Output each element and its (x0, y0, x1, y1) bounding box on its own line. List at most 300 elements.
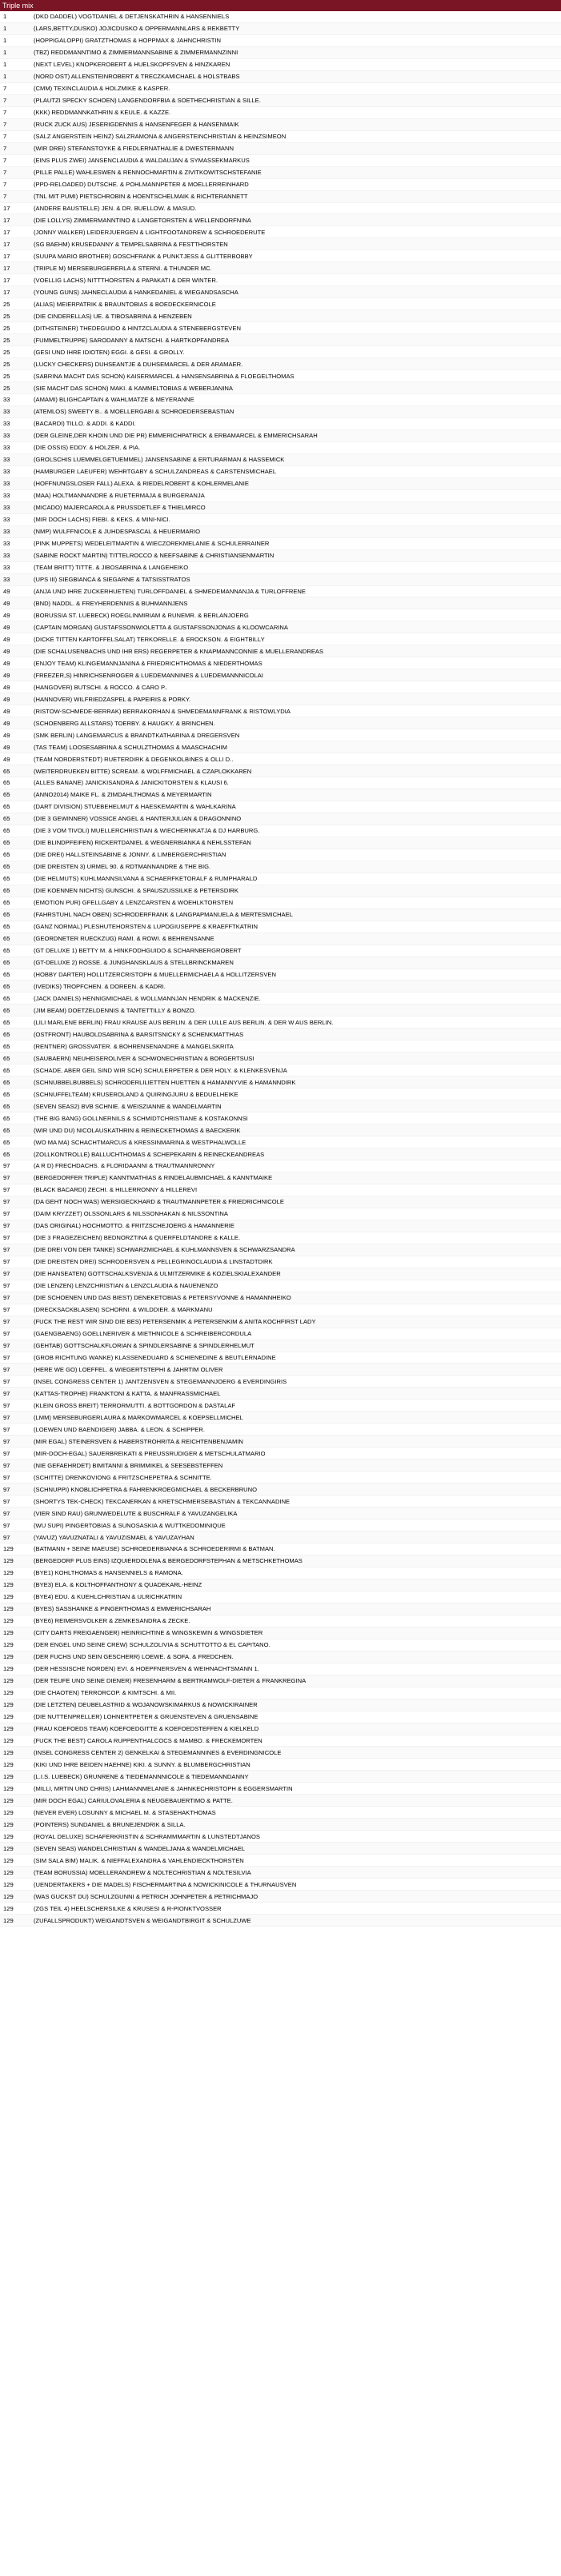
rank-number: 49 (3, 683, 10, 691)
list-item (0, 1735, 561, 1747)
rank-number: 97 (3, 1365, 10, 1373)
rank-number: 97 (3, 1174, 10, 1182)
list-item (0, 741, 561, 753)
list-item (0, 1627, 561, 1639)
team-entry: (BYE4) EDU. & KUEHLCHRISTIAN & ULRICHKATRIN (34, 1593, 182, 1601)
team-entry: (BYE1) KOHLTHOMAS & HANSENNIELS & RAMONA. (34, 1569, 183, 1577)
list-item (0, 286, 561, 298)
team-entry: (MILLI, MRTIN UND CHRIS) LAHMANNMELANIE & JAHNKECHRISTOPH & EGGERSMARTIN (34, 1784, 293, 1792)
rank-number: 129 (3, 1796, 14, 1804)
team-entry: (TEAM NORDERSTEDT) RUETERDIRK & DEGENKOLBINES & OLLI D.. (34, 755, 234, 763)
team-entry: (YAVUZ) YAVUZNATALI & YAVUZISMAEL & YAVUZAYHAN (34, 1533, 194, 1541)
rank-number: 97 (3, 1521, 10, 1529)
list-item (0, 1280, 561, 1292)
rank-number: 65 (3, 791, 10, 799)
team-entry: (NEXT LEVEL) KNOPKEROBERT & HUELSKOPFSVEN & HINZKAREN (34, 61, 230, 69)
rank-number: 129 (3, 1820, 14, 1828)
rank-number: 7 (3, 145, 7, 153)
list-item (0, 1615, 561, 1627)
list-item (0, 933, 561, 945)
list-item (0, 1436, 561, 1448)
team-entry: (MAA) HOLTMANNANDRE & RUETERMAJA & BURGERANJA (34, 492, 205, 500)
team-entry: (JONNY WALKER) LEIDERJUERGEN & LIGHTFOOTANDREW & SCHROEDERUTE (34, 228, 266, 236)
rank-number: 7 (3, 181, 7, 189)
team-entry: (ATEMLOS) SWEETY B.. & MOELLERGABI & SCHROEDERSEBASTIAN (34, 408, 234, 416)
rank-number: 65 (3, 851, 10, 859)
rank-number: 97 (3, 1210, 10, 1218)
list-item (0, 945, 561, 957)
rank-number: 33 (3, 576, 10, 584)
rank-number: 1 (3, 37, 7, 45)
rank-number: 65 (3, 1138, 10, 1146)
rank-number: 7 (3, 193, 7, 201)
team-entry: (GESI UND IHRE IDIOTEN) EGGI. & GESI. & GROLLY. (34, 348, 185, 356)
rank-number: 7 (3, 121, 7, 129)
rank-number: 97 (3, 1294, 10, 1302)
list-item (0, 753, 561, 765)
rank-number: 33 (3, 564, 10, 572)
rank-number: 129 (3, 1892, 14, 1900)
list-item (0, 633, 561, 645)
rank-number: 65 (3, 923, 10, 931)
list-item (0, 1088, 561, 1100)
team-entry: (MIR-DOCH-EGAL) SAUERBREIKATI & PREUSSRUDIGER & METSCHULATMARIO (34, 1449, 266, 1457)
list-item (0, 729, 561, 741)
team-entry: (DER TEUFE UND SEINE DIENER) FRESENHARM & BERTRAMWOLF-DIETER & FRANKREGINA (34, 1677, 307, 1685)
list-item (0, 1855, 561, 1867)
rank-number: 33 (3, 468, 10, 476)
team-entry: (BERGEDORFER TRIPLE) KANNTMATHIAS & RINDELAUBMICHAEL & KANNTMAIKE (34, 1174, 273, 1182)
rank-number: 129 (3, 1713, 14, 1721)
list-item (0, 238, 561, 250)
rank-number: 1 (3, 61, 7, 69)
team-entry: (GANZ NORMAL) PLESHUTEHORSTEN & LUPOGIUSEPPE & KRAEFFTKATRIN (34, 923, 258, 931)
rank-number: 49 (3, 623, 10, 631)
list-item (0, 155, 561, 167)
list-item (0, 777, 561, 789)
list-item (0, 1520, 561, 1532)
team-entry: (CITY DARTS FREIGAENGER) HEINRICHTINE & WINGSKEWIN & WINGSDIETER (34, 1629, 263, 1637)
rank-number: 1 (3, 13, 7, 21)
team-entry: (AMAMI) BLIGHCAPTAIN & WAHLMATZE & MEYERANNE (34, 396, 194, 404)
list-item (0, 1544, 561, 1556)
team-entry: (HANGOVER) BUTSCHI. & ROCCO. & CARO P.. (34, 683, 168, 691)
rank-number: 49 (3, 599, 10, 607)
list-item (0, 262, 561, 274)
team-entry: (DAIM KRYZZET) OLSSONLARS & NILSSONHAKAN & NILSSONTINA (34, 1210, 228, 1218)
list-item (0, 1783, 561, 1795)
rank-number: 17 (3, 252, 10, 260)
list-item (0, 1604, 561, 1615)
rank-number: 97 (3, 1485, 10, 1493)
team-entry: (ZUFALLSPRODUKT) WEIGANDTSVEN & WEIGANDTBIRGIT & SCHULZUWE (34, 1916, 251, 1924)
rank-number: 65 (3, 767, 10, 775)
team-entry: (WU SUPI) PINGERTOBIAS & SUNOSASKIA & WUTTKEDOMINIQUE (34, 1521, 226, 1529)
list-item (0, 1831, 561, 1843)
team-entry: (ROYAL DELUXE) SCHAFERKRISTIN & SCHRAMMMARTIN & LUNSTEDTJANOS (34, 1832, 260, 1840)
team-entry: (EINS PLUS ZWEI) JANSENCLAUDIA & WALDAUJAN & SYMASSEKMARKUS (34, 157, 250, 165)
rank-number: 65 (3, 827, 10, 835)
list-item (0, 1903, 561, 1915)
team-entry: (HOFFNUNGSLOSER FALL) ALEXA. & RIEDELROBERT & KOHLERMELANIE (34, 480, 249, 488)
list-item (0, 657, 561, 669)
rank-number: 17 (3, 216, 10, 224)
rank-number: 7 (3, 169, 7, 177)
rank-number: 129 (3, 1677, 14, 1685)
list-item (0, 873, 561, 885)
rank-number: 65 (3, 1090, 10, 1098)
rank-number: 65 (3, 803, 10, 811)
rank-number: 129 (3, 1856, 14, 1864)
list-item (0, 143, 561, 155)
rank-number: 1 (3, 25, 7, 33)
list-item (0, 322, 561, 334)
team-entry: (DRECKSACKBLASEN) SCHORNI. & WILDDIER. & MARKMANU (34, 1306, 213, 1314)
list-item (0, 1196, 561, 1208)
rank-number: 65 (3, 1114, 10, 1122)
team-entry: (SALZ ANGERSTEIN HEINZ) SALZRAMONA & ANGERSTEINCHRISTIAN & HEINZSIMEON (34, 133, 287, 141)
list-item (0, 35, 561, 47)
list-item (0, 849, 561, 861)
team-entry: (OSTFRONT) HAUBOLDSABRINA & BARSITSNICKY & SCHENKMATTHIAS (34, 1030, 244, 1038)
rank-number: 65 (3, 1126, 10, 1134)
rank-number: 129 (3, 1760, 14, 1768)
rank-number: 49 (3, 647, 10, 655)
team-entry: (DIE LETZTEN) DEUBELASTRID & WOJANOWSKIMARKUS & NOWICKIRAINER (34, 1701, 258, 1709)
list-item (0, 957, 561, 969)
team-entry: (DIE KOENNEN NICHTS) GUNSCHI. & SPAUSZUSSILKE & PETERSDIRK (34, 887, 238, 895)
list-item (0, 1891, 561, 1903)
list-item (0, 1184, 561, 1196)
rank-number: 97 (3, 1330, 10, 1338)
team-entry: (BYE3) ELA. & KOLTHOFFANTHONY & QUADEKARL-HEINZ (34, 1581, 202, 1589)
team-entry: (GT DELUXE 1) BETTY M. & HINKFODHGUIDO & SCHARNBERGROBERT (34, 947, 242, 955)
list-item (0, 1723, 561, 1735)
team-entry: (GT-DELUXE 2) ROSSE. & JUNGHANSKLAUS & STELLBRINCKMAREN (34, 959, 234, 967)
rank-number: 33 (3, 480, 10, 488)
list-item (0, 1040, 561, 1052)
rank-number: 129 (3, 1916, 14, 1924)
team-entry: (IVEDIKS) TROPFCHEN. & DOREEN. & KADRI. (34, 982, 166, 990)
list-item (0, 1448, 561, 1460)
team-entry: (TEAM BRITT) TITTE. & JIBOSABRINA & LANGEHEIKO (34, 564, 189, 572)
list-item (0, 167, 561, 179)
rank-number: 97 (3, 1186, 10, 1194)
team-entry: (VIER SIND RAU) GRUNWEDELUTE & BUSCHRALF & YAVUZANGELIKA (34, 1509, 238, 1517)
team-entry: (WIR UND DU) NICOLAUSKATHRIN & REINECKETHOMAS & BAECKERIK (34, 1126, 241, 1134)
list-item (0, 298, 561, 310)
list-item (0, 334, 561, 346)
list-item (0, 597, 561, 609)
list-item (0, 1232, 561, 1244)
team-entry: (LILI MARLENE BERLIN) FRAU KRAUSE AUS BERLIN. & DER LULLE AUS BERLIN. & DER W AUS BERLIN. (34, 1018, 334, 1026)
list-item (0, 346, 561, 358)
list-item (0, 1807, 561, 1819)
list-item (0, 490, 561, 502)
team-entry: (HANNOVER) WILFRIEDZASPEL & PAPEIRIS & PORKY. (34, 695, 191, 703)
list-item (0, 526, 561, 538)
team-entry: (UENDERTAKERS + DIE MADELS) FISCHERMARTINA & NOWICKINICOLE & THURNAUSVEN (34, 1880, 297, 1888)
team-entry: (SCHNUBBELBUBBELS) SCHRODERLILIETTEN HUETTEN & HAMANNYVIE & HAMANNDIRK (34, 1078, 296, 1086)
list-item (0, 1867, 561, 1879)
rank-number: 97 (3, 1246, 10, 1254)
team-entry: (SCHNUFFELTEAM) KRUSEROLAND & QUIRINGJURU & BEDUELHEIKE (34, 1090, 238, 1098)
rank-number: 97 (3, 1353, 10, 1361)
team-entry: (HOBBY DARTER) HOLLITZERCRISTOPH & MUELLERMICHAELA & HOLLITZERSVEN (34, 970, 276, 978)
rank-number: 33 (3, 408, 10, 416)
list-item (0, 1004, 561, 1016)
team-entry: (CAPTAIN MORGAN) GUSTAFSSONWIOLETTA & GUSTAFSSONJONAS & KLOOWCARINA (34, 623, 288, 631)
rank-number: 7 (3, 133, 7, 141)
list-item (0, 825, 561, 837)
list-item (0, 1675, 561, 1687)
rank-number: 25 (3, 312, 10, 320)
rank-number: 129 (3, 1653, 14, 1661)
list-item (0, 1052, 561, 1064)
rank-number: 65 (3, 815, 10, 823)
team-entry: (BLACK BACARDI) ZECHI. & HILLERRONNY & HILLEREVI (34, 1186, 198, 1194)
list-item (0, 95, 561, 107)
list-item (0, 1256, 561, 1268)
rank-number: 25 (3, 324, 10, 332)
rank-number: 7 (3, 157, 7, 165)
team-entry: (EMOTION PUR) GFELLGABY & LENZCARSTEN & WOEHLKTORSTEN (34, 899, 234, 907)
rank-number: 129 (3, 1748, 14, 1756)
rank-number: 65 (3, 887, 10, 895)
team-entry: (HERE WE GO) LOEFFEL. & WIEGERTSTEPHI & JAHRTIM OLIVER (34, 1365, 223, 1373)
rank-number: 33 (3, 456, 10, 464)
team-entry: (NEVER EVER) LOSUNNY & MICHAEL M. & STASEHAKTHOMAS (34, 1808, 216, 1816)
team-entry: (DIE DREI) HALLSTEINSABINE & JONNY. & LIMBERGERCHRISTIAN (34, 851, 226, 859)
rank-number: 17 (3, 264, 10, 272)
list-item (0, 1532, 561, 1544)
list-item (0, 119, 561, 131)
list-item (0, 538, 561, 550)
page-title: Triple mix (0, 0, 561, 11)
team-entry: (SG BAEHM) KRUSEDANNY & TEMPELSABRINA & FESTTHORSTEN (34, 240, 228, 248)
rank-number: 49 (3, 731, 10, 739)
team-entry: (RUCK ZUCK AUS) JESERIGDENNIS & HANSENFEGER & HANSENMAIK (34, 121, 239, 129)
list-item (0, 502, 561, 514)
team-entry: (DIE CINDERELLAS) UE. & TIBOSABRINA & HENZEBEN (34, 312, 192, 320)
rank-number: 97 (3, 1222, 10, 1230)
team-entry: (SMK BERLIN) LANGEMARCUS & BRANDTKATHARINA & DREGERSVEN (34, 731, 240, 739)
list-item (0, 1160, 561, 1172)
list-item (0, 1843, 561, 1855)
list-item (0, 550, 561, 562)
list-item (0, 885, 561, 897)
team-entry: (KIKI UND IHRE BEIDEN HAEHNE) KIKI. & SUNNY. & BLUMBERGCHRISTIAN (34, 1760, 250, 1768)
list-item (0, 1124, 561, 1136)
team-entry: (KATTAS-TROPHE) FRANKTONI & KATTA. & MANFRASSMICHAEL (34, 1389, 221, 1397)
team-entry: (ANDERE BAUSTELLE) JEN. & DR. BUELLOW. & MASUD. (34, 204, 197, 212)
team-entry: (SCHOENBERG ALLSTARS) TOERBY. & HAUGKY. & BRINCHEN. (34, 719, 215, 727)
rank-number: 49 (3, 695, 10, 703)
rank-number: 33 (3, 420, 10, 428)
rank-number: 65 (3, 1006, 10, 1014)
team-entry: (L.I.S. LUEBECK) GRUNRENE & TIEDEMANNNICOLE & TIEDEMANNDANNY (34, 1772, 249, 1780)
team-entry: (CMM) TEXINCLAUDIA & HOLZMIKE & KASPER. (34, 85, 170, 93)
rank-number: 97 (3, 1401, 10, 1409)
team-entry: (BERGEDORF PLUS EINS) IZQUIERDOLENA & BERGEDORFSTEPHAN & METSCHKETHOMAS (34, 1557, 303, 1565)
rank-number: 49 (3, 659, 10, 667)
list-item (0, 1268, 561, 1280)
team-entry: (ANNO2014) MAIKE FL. & ZIMDAHLTHOMAS & MEYERMARTIN (34, 791, 212, 799)
list-item (0, 586, 561, 598)
list-item (0, 1592, 561, 1604)
rank-number: 129 (3, 1689, 14, 1697)
team-entry: (SEVEN SEAS2) BVB SCHNIE. & WEISZIANNE & WANDELMARTIN (34, 1102, 222, 1110)
rank-number: 65 (3, 1066, 10, 1074)
list-item (0, 47, 561, 59)
rank-number: 97 (3, 1461, 10, 1469)
list-item (0, 454, 561, 466)
rank-number: 65 (3, 899, 10, 907)
rank-number: 129 (3, 1701, 14, 1709)
list-item (0, 1076, 561, 1088)
rank-number: 97 (3, 1162, 10, 1170)
list-item (0, 1376, 561, 1388)
list-item (0, 1687, 561, 1699)
team-entry: (TBZ) REDDMANNTIMO & ZIMMERMANNSABINE & ZIMMERMANNZINNI (34, 49, 238, 57)
team-entry: (SEVEN SEAS) WANDELCHRISTIAN & WANDELJANA & WANDELMICHAEL (34, 1844, 246, 1852)
list-item (0, 1328, 561, 1340)
team-entry: (SCHNUPPI) KNOBLICHPETRA & FAHRENKROEGMICHAEL & BECKERBRUNO (34, 1485, 258, 1493)
rank-number: 129 (3, 1772, 14, 1780)
list-item (0, 226, 561, 238)
team-entry: (DIE 3 FRAGEZEICHEN) BEDNORZTINA & QUERFELDTANDRE & KALLE. (34, 1234, 241, 1242)
team-entry: (FAHRSTUHL NACH OBEN) SCHRODERFRANK & LANGPAPMANUELA & MERTESMICHAEL (34, 911, 293, 919)
list-item (0, 1244, 561, 1256)
list-item (0, 1400, 561, 1412)
team-entry: (DIE DREI VON DER TANKE) SCHWARZMICHAEL & KUHLMANNSVEN & SCHWARZSANDRA (34, 1246, 295, 1254)
list-item (0, 837, 561, 849)
rank-number: 33 (3, 540, 10, 548)
list-item (0, 1388, 561, 1400)
list-item (0, 574, 561, 586)
list-item (0, 992, 561, 1004)
rank-number: 65 (3, 994, 10, 1002)
rank-number: 65 (3, 959, 10, 967)
list-item (0, 1651, 561, 1663)
rank-number: 65 (3, 970, 10, 978)
rank-number: 65 (3, 947, 10, 955)
team-entry: (NMP) WULFFNICOLE & JUHDESPASCAL & HEUERMARIO (34, 528, 201, 536)
rank-number: 65 (3, 779, 10, 787)
list-item (0, 514, 561, 526)
team-entry: (RISTOW-SCHMEDE-BERRAK) BERRAKORHAN & SHMEDEMANNFRANK & RISTOWLYDIA (34, 707, 291, 715)
list-item (0, 382, 561, 394)
list-item (0, 1460, 561, 1472)
team-entry: (INSEL CONGRESS CENTER 2) GENKELKAI & STEGEMANNINES & EVERDINGNICOLE (34, 1748, 282, 1756)
team-entry: (DART DIVISION) STUEBEHELMUT & HAESKEMARTIN & WAHLKARINA (34, 803, 236, 811)
team-entry: (FRAU KOEFOEDS TEAM) KOEFOEDGITTE & KOEFOEDSTEFFEN & KIELKELD (34, 1725, 259, 1733)
team-entry: (DER FUCHS UND SEIN GESCHERR) LOEWE. & SOFA. & FREDCHEN. (34, 1653, 234, 1661)
team-entry: (MICADO) MAJERCAROLA & PRUSSDETLEF & THIELMIRCO (34, 504, 206, 512)
team-entry: (GAENGBAENG) GOELLNERIVER & MIETHNICOLE & SCHREIBERCORDULA (34, 1330, 252, 1338)
list-item (0, 1711, 561, 1723)
rank-number: 33 (3, 552, 10, 560)
team-entry: (HOPPIGALOPPI) GRATZTHOMAS & HOPPMAX & JAHNCHRISTIN (34, 37, 222, 45)
rank-number: 25 (3, 300, 10, 308)
list-item (0, 274, 561, 286)
list-item (0, 1292, 561, 1304)
list-item (0, 909, 561, 921)
team-entry: (ENJOY TEAM) KLINGEMANNJANINA & FRIEDRICHTHOMAS & NIEDERTHOMAS (34, 659, 262, 667)
team-entry: (SCHADE, ABER GEIL SIND WIR SCH) SCHULERPETER & DER HOLY. & KLENKESVENJA (34, 1066, 287, 1074)
team-entry: (SIE MACHT DAS SCHON) MAKI. & KAMMELTOBIAS & WEBERJANINA (34, 384, 233, 392)
rank-number: 33 (3, 492, 10, 500)
rank-number: 49 (3, 635, 10, 643)
team-entry: (ZOLLKONTROLLE) BALLUCHTHOMAS & SCHEPEKARIN & REINECKEANDREAS (34, 1150, 265, 1158)
team-entry: (ANJA UND IHRE ZUCKERHUETEN) TURLOFFDANIEL & SHMEDEMANNANJA & TURLOFFRENE (34, 587, 306, 595)
team-entry: (DIE SCHALUSENBACHS UND IHR ERS) REGERPETER & KNAPMANNCONNIE & MUELLERANDREAS (34, 647, 324, 655)
team-entry: (BYES) SASSHANKE & PINGERTHOMAS & EMMERICHSARAH (34, 1605, 211, 1613)
team-entry: (PINK MUPPETS) WEDELEITMARTIN & WIECZOREKMELANIE & SCHULERRAINER (34, 540, 270, 548)
team-entry: (DIE LOLLYS) ZIMMERMANNTINO & LANGETORSTEN & WELLENDORFNINA (34, 216, 251, 224)
team-entry: (SIM SALA BIM) MALIK. & NIEFFALEXANDRA & VAHLENDIECKTHORSTEN (34, 1856, 244, 1864)
rank-number: 97 (3, 1306, 10, 1314)
rank-number: 97 (3, 1497, 10, 1505)
list-item (0, 1016, 561, 1028)
rank-number: 97 (3, 1509, 10, 1517)
team-entry: (DIE 3 VOM TIVOLI) MUELLERCHRISTIAN & WIECHERNKATJA & DJ HARBURG. (34, 827, 260, 835)
team-entry: (ALLES BANANE) JANICKISANDRA & JANICKITORSTEN & KLAUSI 6. (34, 779, 229, 787)
list-item (0, 394, 561, 406)
team-entry: (POINTERS) SUNDANIEL & BRUNEJENDRIK & SILLA. (34, 1820, 186, 1828)
list-item (0, 717, 561, 729)
team-entry: (DITHSTEINER) THEDEGUIDO & HINTZCLAUDIA & STENEBERGSTEVEN (34, 324, 241, 332)
team-entry: (PILLE PALLE) WAHLESWEN & RENNOCHMARTIN & ZIVITKOWITSCHSTEFANIE (34, 169, 262, 177)
team-entry: (TAS TEAM) LOOSESABRINA & SCHULZTHOMAS & MAASCHACHIM (34, 743, 227, 751)
rank-number: 129 (3, 1832, 14, 1840)
list-item (0, 250, 561, 262)
list-item (0, 562, 561, 574)
list-item (0, 980, 561, 992)
rank-number: 129 (3, 1904, 14, 1912)
rank-number: 33 (3, 396, 10, 404)
rank-number: 17 (3, 228, 10, 236)
team-entry: (ALIAS) MEIERPATRIK & BRAUNTOBIAS & BOEDECKERNICOLE (34, 300, 216, 308)
list-item (0, 1136, 561, 1148)
team-entry: (VOELLIG LACHS) NITTTHORSTEN & PAPAKATI & DER WINTER. (34, 276, 218, 284)
rank-number: 65 (3, 935, 10, 943)
rank-number: 129 (3, 1569, 14, 1577)
list-item (0, 1112, 561, 1124)
team-entry: (DER ENGEL UND SEINE CREW) SCHULZOLIVIA & SCHUTTOTTO & EL CAPITANO. (34, 1641, 270, 1649)
rank-number: 129 (3, 1725, 14, 1733)
rank-number: 65 (3, 1102, 10, 1110)
list-item (0, 1340, 561, 1352)
team-entry: (WAS GUCKST DU) SCHULZGUNNI & PETRICH JOHNPETER & PETRICHMAJO (34, 1892, 258, 1900)
team-entry: (BORUSSIA ST. LUEBECK) ROEGLINMIRIAM & RUNEMR. & BERLANJOERG (34, 611, 249, 619)
team-entry: (DKD DADDEL) VOGTDANIEL & DETJENSKATHRIN & HANSENNIELS (34, 13, 230, 21)
rank-number: 65 (3, 863, 10, 871)
list-item (0, 1795, 561, 1807)
rank-number: 97 (3, 1533, 10, 1541)
team-entry: (DIE HELMUTS) KUHLMANNSILVANA & SCHAERFKETORALF & RUMPHARALD (34, 875, 258, 883)
list-item (0, 406, 561, 418)
rank-number: 1 (3, 49, 7, 57)
team-entry: (LOEWEN UND BAENDIGER) JABBA. & LEON. & SCHIPPER. (34, 1425, 205, 1433)
list-item (0, 1508, 561, 1520)
rank-number: 97 (3, 1198, 10, 1206)
team-entry: (FUMMELTRUPPE) SARODANNY & MATSCHI. & HARTKOPFANDREA (34, 336, 230, 344)
team-entry: (SABRINA MACHT DAS SCHON) KAISERMARCEL & HANSENSABRINA & FLOEGELTHOMAS (34, 372, 295, 380)
team-entry: (THE BIG BANG) GOLLNERNILS & SCHMIDTCHRISTIANE & KOSTAKONNSI (34, 1114, 248, 1122)
rank-number: 129 (3, 1617, 14, 1625)
rank-number: 129 (3, 1736, 14, 1744)
